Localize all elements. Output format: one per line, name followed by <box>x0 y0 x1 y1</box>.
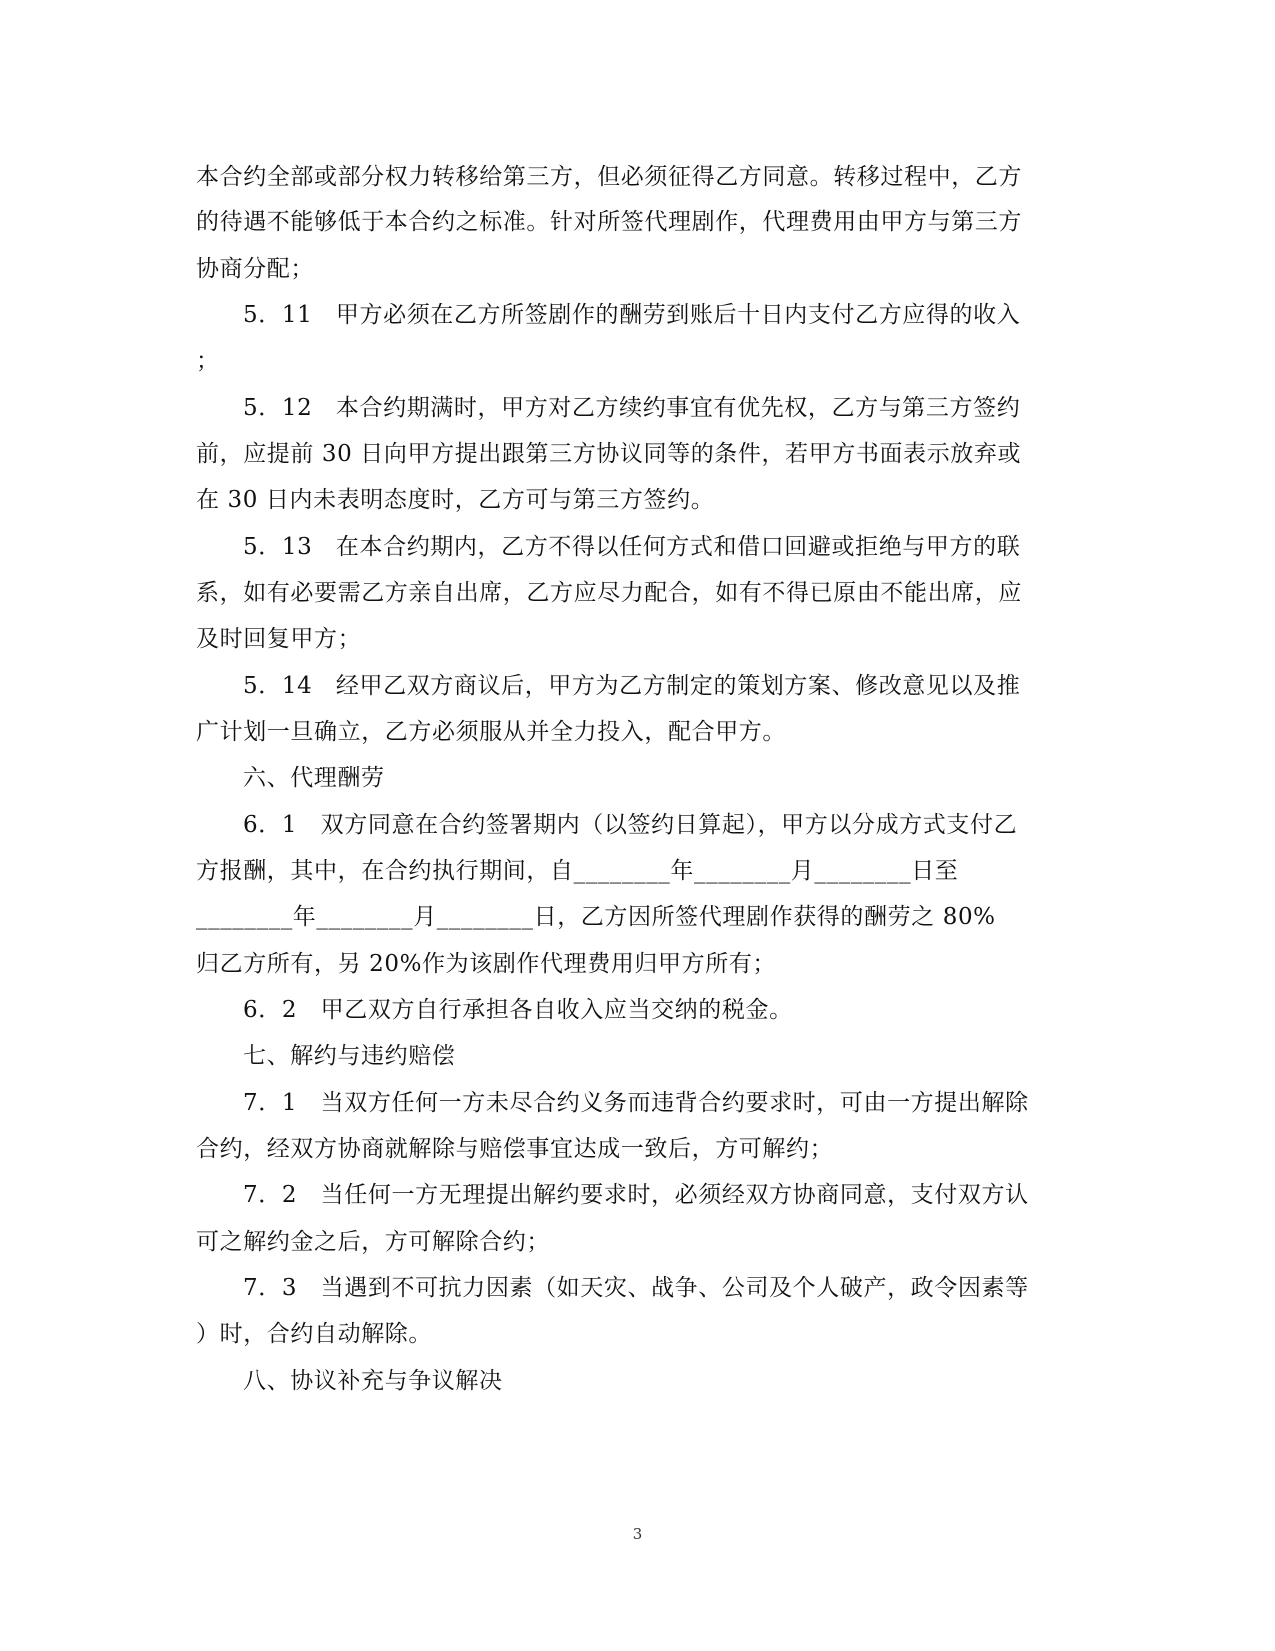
clause-5-11: 5．11 甲方必须在乙方所签剧作的酬劳到账后十日内支付乙方应得的收入 <box>243 302 1021 328</box>
clause-6-2: 6．2 甲乙双方自行承担各自收入应当交纳的税金。 <box>243 997 793 1023</box>
text-line: ； <box>196 348 220 374</box>
clause-7-2: 7．2 当任何一方无理提出解约要求时，必须经双方协商同意，支付双方认 <box>243 1182 1029 1208</box>
text-line: 归乙方所有，另 20%作为该剧作代理费用归甲方所有； <box>196 951 777 977</box>
clause-7-1: 7．1 当双方任何一方未尽合约义务而违背合约要求时，可由一方提出解除 <box>243 1090 1029 1116</box>
section-heading-7: 七、解约与违约赔偿 <box>243 1043 456 1069</box>
text-line: ）时，合约自动解除。 <box>196 1321 432 1347</box>
text-line: 系，如有必要需乙方亲自出席，乙方应尽力配合，如有不得已原由不能出席，应 <box>196 580 1022 606</box>
text-line: 的待遇不能够低于本合约之标准。针对所签代理剧作，代理费用由甲方与第三方 <box>196 209 1022 235</box>
text-line: 协商分配； <box>196 256 314 282</box>
clause-7-3: 7．3 当遇到不可抗力因素（如天灾、战争、公司及个人破产，政令因素等 <box>243 1275 1029 1301</box>
clause-6-1: 6．1 双方同意在合约签署期内（以签约日算起），甲方以分成方式支付乙 <box>243 812 1018 838</box>
text-line: ________年________月________日，乙方因所签代理剧作获得的酬劳之 80% <box>196 904 996 930</box>
text-line: 本合约全部或部分权力转移给第三方，但必须征得乙方同意。转移过程中，乙方 <box>196 164 1022 190</box>
page-number: 3 <box>632 1525 643 1543</box>
text-line: 广计划一旦确立，乙方必须服从并全力投入，配合甲方。 <box>196 719 786 745</box>
section-heading-8: 八、协议补充与争议解决 <box>243 1368 503 1394</box>
text-line: 合约，经双方协商就解除与赔偿事宜达成一致后，方可解约； <box>196 1136 834 1162</box>
clause-5-14: 5．14 经甲乙双方商议后，甲方为乙方制定的策划方案、修改意见以及推 <box>243 673 1021 699</box>
clause-5-13: 5．13 在本合约期内，乙方不得以任何方式和借口回避或拒绝与甲方的联 <box>243 534 1021 560</box>
clause-5-12: 5．12 本合约期满时，甲方对乙方续约事宜有优先权，乙方与第三方签约 <box>243 395 1021 421</box>
text-line: 在 30 日内未表明态度时，乙方可与第三方签约。 <box>196 487 715 513</box>
text-line: 可之解约金之后，方可解除合约； <box>196 1229 550 1255</box>
text-line: 方报酬，其中，在合约执行期间，自________年________月________日至 <box>196 858 959 884</box>
text-line: 前，应提前 30 日向甲方提出跟第三方协议同等的条件，若甲方书面表示放弃或 <box>196 441 1022 467</box>
section-heading-6: 六、代理酬劳 <box>243 765 385 791</box>
text-line: 及时回复甲方； <box>196 626 362 652</box>
